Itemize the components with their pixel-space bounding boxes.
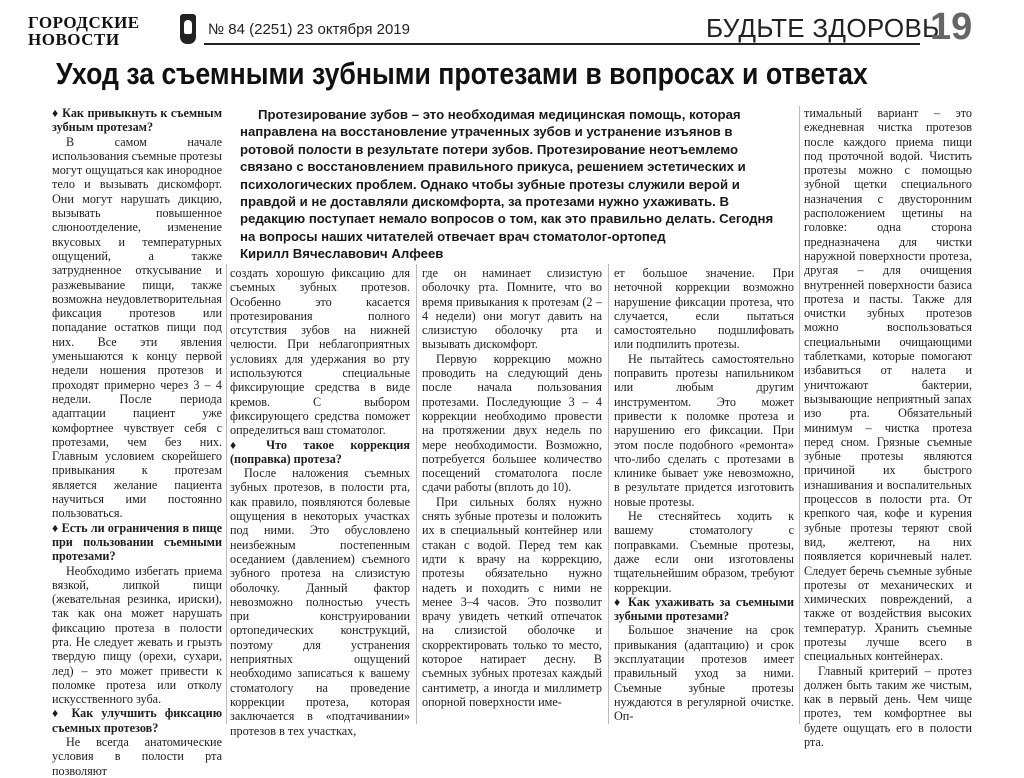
city-emblem-icon (180, 14, 196, 44)
logo-line-1: ГОРОДСКИЕ (28, 13, 140, 32)
text-column-5 (804, 106, 972, 749)
text-column-1 (52, 106, 222, 778)
column-divider (608, 264, 609, 724)
text-column-3 (422, 266, 602, 709)
logo-line-2: НОВОСТИ (28, 30, 120, 49)
masthead (0, 0, 1024, 56)
newspaper-logo (28, 14, 178, 50)
masthead-rule (204, 43, 920, 45)
page-number: 19 (930, 6, 973, 48)
lead-author: Кирилл Вячеславович Алфеев (240, 246, 444, 262)
column-divider (226, 264, 227, 724)
paragraph: Не стесняйтесь ходить к вашему стоматологу с поправками. Съемные протезы, даже если они изготовлены тщательнейшим образом, требуют коррекции. (614, 509, 794, 595)
lead-text: Протезирование зубов – это необходимая медицинская помощь, которая направлена на восстановление утраченных зубов и устранение изъянов в ротовой полости в результате потери зубов. Протезирование неотъемлемо связано с восстановлением правильного прикуса, решением эстетических и психологических проблем. Однако чтобы зубные протезы служили верой и правдой и не доставляли дискомфорта, за протезами нужно ухаживать. В редакцию поступает немало вопросов о том, как это правильно делать. Сегодня на вопросы наших читателей отвечает врач стоматолог-ортопед (240, 107, 774, 244)
paragraph: создать хорошую фиксацию для съемных зубных протезов. Особенно это касается протезирования полного отсутствия зубов на нижней челюсти. При неблагоприятных условиях для удержания во рту используются специальные фиксирующие средства в виде кремов. С выбором фиксирующего средства поможет определиться ваш стоматолог. (230, 266, 410, 438)
paragraph: При сильных болях нужно снять зубные протезы и положить их в специальный контейнер или стакан с водой. Перед тем как идти к врачу на коррекцию, протезы обязательно нужно надеть и походить с ними не менее 3–4 часов. Это позволит врачу увидеть четкий отпечаток на слизистой оболочке и скорректировать только то место, которое натирает десну. В съемных зубных протезах каждый сантиметр, а иногда и миллиметр опорной поверхности име- (422, 494, 602, 709)
paragraph: Главный критерий – протез должен быть таким же чистым, как в первый день. Чем чище протез, тем комфортнее вы будете ощущать его в полости рта. (804, 663, 972, 750)
question-heading: ♦ Есть ли ограничения в пище при пользовании съемными протезами? (52, 521, 222, 564)
paragraph: где он наминает слизистую оболочку рта. Помните, что во время привыкания к протезам (2 – 4 недели) они могут давить на слизистую оболочку рта и вызывать дискомфорт. (422, 266, 602, 352)
question-heading: ♦ Как привыкнуть к съемным зубным протезам? (52, 106, 222, 135)
paragraph: ет большое значение. При неточной коррекции возможно нарушение фиксации протеза, что случается, если пытаться самостоятельно подшлифовать или подпилить протезы. (614, 266, 794, 352)
question-heading: ♦ Как улучшить фиксацию съемных протезов? (52, 706, 222, 735)
column-divider (799, 106, 800, 724)
paragraph: В самом начале использования съемные протезы могут ощущаться как инородное тело и вызывать дискомфорт. Они могут нарушать дикцию, вызывать повышенное слюноотделение, изменение вкусовых и температурных ощущений, а также затрудненное откусывание и разжевывание пищи, также возможна неудовлетворительная фиксация протезов или попадание остатков пищи под них. Все эти явления уменьшаются к концу первой недели ношения протезов и проходят примерно через 3 – 4 недели. После периода адаптации пациент уже комфортнее чувствует себя с протезами, чем без них. Главным условием скорейшего привыкания к протезам является желание пациента научиться ими постоянно пользоваться. (52, 134, 222, 521)
section-title: БУДЬТЕ ЗДОРОВЫ (706, 13, 946, 43)
question-heading: ♦ Как ухаживать за съемными зубными протезами? (614, 595, 794, 624)
paragraph: Не пытайтесь самостоятельно поправить протезы напильником или любым другим инструментом. Это может привести к поломке протеза и нарушению его фиксации. При этом после подобного «ремонта» что-либо сделать с протезами в клинике бывает уже невозможно, в результате придется изготовить новые протезы. (614, 351, 794, 509)
paragraph: Необходимо избегать приема вязкой, липкой пищи (жевательная резинка, ириски), так как она может нарушать фиксацию протеза в полости рта. Не следует жевать и грызть твердую пищу (орехи, сухари, лед) – это может привести к поломке протеза или отколу искусственного зуба. (52, 563, 222, 707)
paragraph: После наложения съемных зубных протезов, в полости рта, как правило, появляются болевые ощущения в некоторых участках под ними. Это обусловлено неизбежным постепенным оседанием (давлением) съемного зубного протеза на слизистую оболочку. Данный фактор невозможно полностью учесть при конструировании ортопедических конструкций, поэтому для устранения неприятных ощущений необходимо записаться к вашему стоматологу на проведение коррекции протеза, которая заключается в «подтачивании» протезов в тех участках, (230, 466, 410, 738)
text-column-4 (614, 266, 794, 724)
paragraph: Большое значение на срок привыкания (адаптацию) и срок эксплуатации протезов имеет правильный уход за ними. Съемные зубные протезы нуждаются в регулярной очистке. Оп- (614, 623, 794, 724)
question-heading: ♦ Что такое коррекция (поправка) протеза? (230, 438, 410, 467)
column-divider (416, 264, 417, 724)
paragraph: тимальный вариант – это ежедневная чистка протезов после каждого приема пищи под проточной водой. Чистить протезы можно с помощью зубной щетки специального назначения с двусторонним расположением щетины на головке: одна сторона предназначена для чистки наружной поверхности протеза, другая – для очищения внутренней поверхности базиса протеза и пасты. Также для очистки зубных протезов можно воспользоваться специальными очищающими таблетками, которые помогают избавиться от налета и уничтожают бактерии, вызывающие неприятный запах изо рта. Обязательный минимум – чистка протеза перед сном. Грязные съемные зубные протезы являются причиной их быстрого изнашивания и воспалительных процессов в полости рта. От крепкого чая, кофе и курения зубные протезы теряют свой вид, желтеют, на них появляется коричневый налет. Следует беречь съемные зубные протезы от механических и химических повреждений, а также от воздействия высоких температур. Хранить съемные протезы лучше всего в специальных контейнерах. (804, 106, 972, 664)
text-column-2 (230, 266, 410, 738)
issue-info: № 84 (2251) 23 октября 2019 (208, 21, 410, 38)
article-lead (240, 106, 788, 263)
paragraph: Не всегда анатомические условия в полости рта позволяют (52, 735, 222, 778)
article-headline: Уход за съемными зубными протезами в вопросах и ответах (56, 56, 868, 91)
paragraph: Первую коррекцию можно проводить на следующий день после начала пользования протезами. Последующие 3 – 4 коррекции необходимо провести на протяжении двух недель по мере необходимости. Возможно, потребуется большее количество посещений стоматолога после сдачи работы (вплоть до 10). (422, 351, 602, 495)
